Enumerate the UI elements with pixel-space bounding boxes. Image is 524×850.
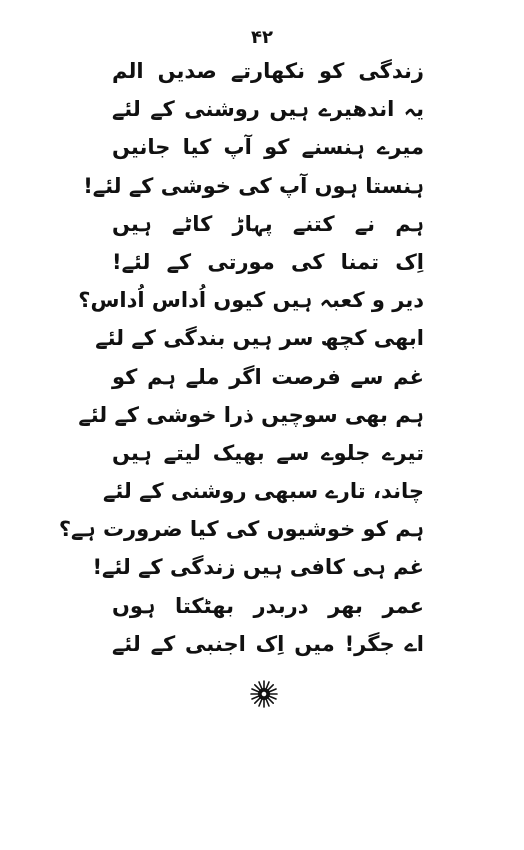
poem-line: ہم نے کتنے پہاڑ کاٹے ہیں <box>112 211 424 236</box>
poem-line: دیر و کعبہ ہیں کیوں اُداس اُداس؟ <box>78 288 424 313</box>
star-ornament-icon <box>250 680 278 708</box>
poem-line: اِک تمنا کی مورتی کے لئے! <box>112 249 424 274</box>
poem-line: زندگی کو نکھارتے صدیں الم <box>112 59 424 83</box>
poem-line: ہم کو خوشیوں کی کیا ضرورت ہے؟ <box>58 517 424 542</box>
poem-line: غم سے فرصت اگر ملے ہم کو <box>112 364 424 389</box>
poem-line: ہم بھی سوچیں ذرا خوشی کے لئے <box>78 402 424 427</box>
page-number: ۴۲ <box>251 27 273 48</box>
poem-line: میرے ہنسنے کو آپ کیا جانیں <box>112 135 424 160</box>
poem-line: عمر بھر دربدر بھٹکتا ہوں <box>112 593 424 618</box>
poem-line: ابھی کچھ سر ہیں بندگی کے لئے <box>95 326 424 351</box>
poem-line: ہنستا ہوں آپ کی خوشی کے لئے! <box>83 173 424 198</box>
poem-line: تیرے جلوے سے بھیک لیتے ہیں <box>112 440 424 465</box>
poem-line: یہ اندھیرے ہیں روشنی کے لئے <box>112 97 424 122</box>
poem-line: چاند، تارے سبھی روشنی کے لئے <box>103 479 424 504</box>
poem-line: غم ہی کافی ہیں زندگی کے لئے! <box>92 555 424 580</box>
poem <box>58 52 424 663</box>
poem-line: اے جگر! میں اِک اجنبی کے لئے <box>112 631 424 656</box>
